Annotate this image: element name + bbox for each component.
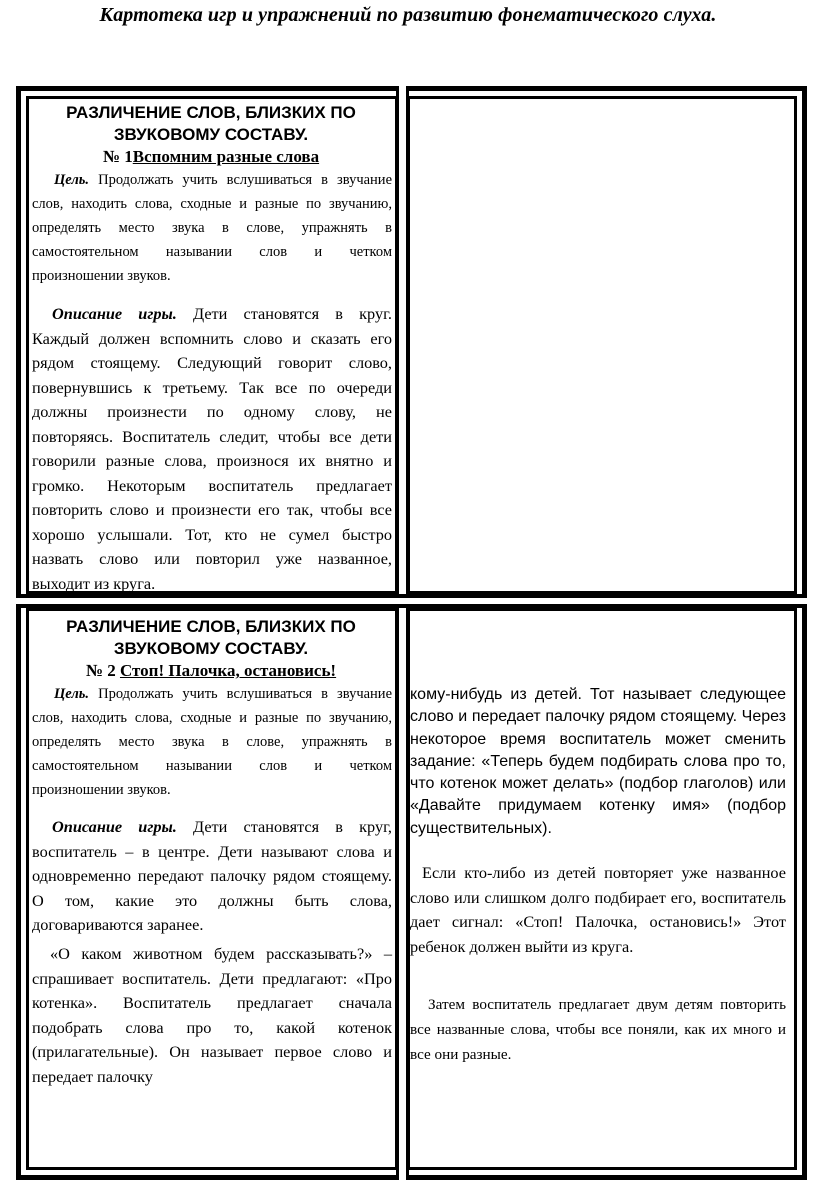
card2-heading-line2: ЗВУКОВОМУ СОСТАВУ. [113, 639, 309, 658]
card2-final-text: Затем воспитатель предлагает двум детям повторить все названные слова, чтобы все поняли, как их много и все они разные. [410, 996, 786, 1063]
card2-continued-text [410, 684, 786, 840]
card1-heading [30, 102, 392, 168]
card2-rule-text: Если кто-либо из детей повторяет уже названное слово или слишком долго подбирает его, воспитатель дает сигнал: «Стоп! Палочка, остановись!» Этот ребенок должен выйти из круга. [410, 863, 786, 956]
card2-heading [30, 616, 392, 682]
card2-goal [32, 682, 392, 802]
card1-heading-line1: РАЗЛИЧЕНИЕ СЛОВ, БЛИЗКИХ ПО [66, 103, 356, 122]
card2-final [410, 992, 786, 1067]
card2-goal-label: Цель. [54, 686, 90, 702]
card1-goal [32, 168, 392, 288]
card2-number: № 2 [85, 661, 116, 680]
card2-goal-text: Продолжать учить вслушиваться в звучание слов, находить слова, сходные и разные по звучанию, определять место звука в слове, упражнять в самостоятельном назывании слов и четком произношении звуков. [32, 686, 392, 798]
card1-goal-text: Продолжать учить вслушиваться в звучание слов, находить слова, сходные и разные по звучанию, определять место звука в слове, упражнять в самостоятельном назывании слов и четком произношении звуков. [32, 172, 392, 284]
card2-description-2 [32, 942, 392, 1089]
card1-game-name: Вспомним разные слова [132, 147, 320, 166]
card2-rule [410, 861, 786, 959]
card2-desc-label: Описание игры. [52, 817, 177, 836]
card1-number: № 1 [102, 147, 133, 166]
card2-game-name: Стоп! Палочка, остановись! [119, 661, 337, 680]
card2-heading-line1: РАЗЛИЧЕНИЕ СЛОВ, БЛИЗКИХ ПО [66, 617, 356, 636]
horizontal-divider [16, 594, 807, 608]
card2-description [32, 815, 392, 938]
card1-goal-label: Цель. [54, 172, 90, 188]
card2-continued: кому-нибудь из детей. Тот называет следующее слово и передает палочку рядом стоящему. Через некоторое время воспитатель может сменить задание: «Теперь будем подбирать слова про то, что котенок может делать» (подбор глаголов) или «Давайте придумаем котенку имя» (подбор существительных). [410, 686, 786, 837]
card2-desc-text2: «О каком животном будем рассказывать?» – спрашивает воспитатель. Дети предлагают: «Про котенка». Воспитатель предлагает сначала подобрать слова про то, какой котенок (прилагательные). Он называет первое слово и передает палочку [32, 944, 392, 1086]
page-title: Картотека игр и упражнений по развитию фонематического слуха. [99, 4, 717, 26]
card1-desc-label: Описание игры. [52, 304, 177, 323]
card2-number-line [30, 660, 392, 682]
card1-number-line [30, 146, 392, 168]
card1-right-box [407, 96, 797, 594]
card1-desc-text: Дети становятся в круг. Каждый должен вспомнить слово и сказать его рядом стоящему. Следующий говорит слово, повернувшись к третьему. Так все по очереди должны произнести по одному слову, не повторяясь. Воспитатель следит, чтобы все дети говорили разные слова, произнося их внятно и громко. Некоторым воспитатель предлагает повторить слово и произнести его так, чтобы все хорошо услышали. Тот, кто не сумел быстро назвать слово или повторил уже названное, выходит из круга. [32, 304, 392, 593]
card2-desc-text: Дети становятся в круг, воспитатель – в центре. Дети называют слова и одновременно передают палочку рядом стоящему. О том, какие это должны быть слова, договариваются заранее. [32, 817, 392, 934]
card1-heading-line2: ЗВУКОВОМУ СОСТАВУ. [113, 125, 309, 144]
card1-description [32, 302, 392, 596]
